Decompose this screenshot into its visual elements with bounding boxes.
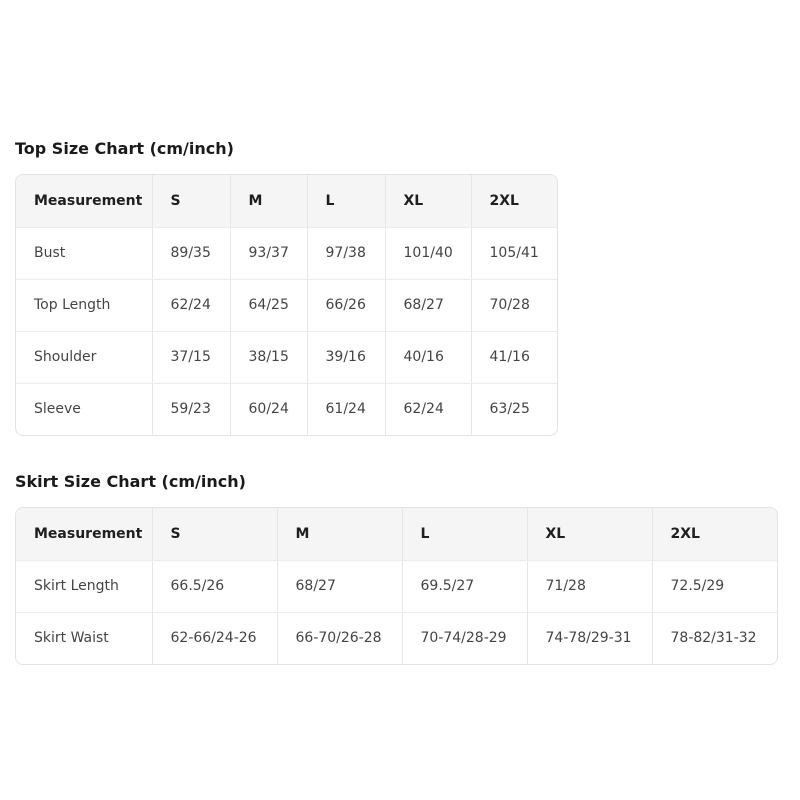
row-label: Skirt Length [16,560,152,612]
table-row [16,612,777,664]
table-row [16,383,557,435]
table-cell: 101/40 [385,227,471,279]
header-cell: XL [385,175,471,227]
row-label: Shoulder [16,331,152,383]
table-cell: 66.5/26 [152,560,277,612]
table-cell: 66-70/26-28 [277,612,402,664]
table-cell: 105/41 [471,227,557,279]
top-size-chart-title: Top Size Chart (cm/inch) [15,139,234,158]
table-cell: 74-78/29-31 [527,612,652,664]
table-cell: 97/38 [307,227,385,279]
table-cell: 69.5/27 [402,560,527,612]
table-cell: 93/37 [230,227,307,279]
row-label: Bust [16,227,152,279]
top-size-table [16,175,557,435]
header-cell: 2XL [471,175,557,227]
row-label: Skirt Waist [16,612,152,664]
table-cell: 72.5/29 [652,560,777,612]
header-cell: Measurement [16,175,152,227]
table-cell: 78-82/31-32 [670,630,757,647]
table-row [16,331,557,383]
table-cell: 61/24 [307,383,385,435]
header-cell: L [402,508,527,560]
header-cell: S [152,175,230,227]
header-cell: 2XL [652,508,777,560]
table-cell: 70/28 [471,279,557,331]
table-cell: 71/28 [527,560,652,612]
table-cell: 64/25 [230,279,307,331]
table-cell: 62/24 [385,383,471,435]
skirt-size-table-container [15,507,778,665]
header-cell: L [307,175,385,227]
header-cell: M [230,175,307,227]
row-label: Sleeve [16,383,152,435]
table-cell: 62/24 [152,279,230,331]
header-cell: S [152,508,277,560]
table-row [16,560,777,612]
table-cell: 68/27 [385,279,471,331]
table-cell: 39/16 [307,331,385,383]
table-cell: 68/27 [277,560,402,612]
table-cell: 89/35 [152,227,230,279]
table-cell: 41/16 [471,331,557,383]
table-cell: 62-66/24-26 [152,612,277,664]
header-cell: M [277,508,402,560]
top-size-table-container [15,174,558,436]
table-cell: 60/24 [230,383,307,435]
skirt-size-table [16,508,777,664]
table-cell: 38/15 [230,331,307,383]
table-row [16,227,557,279]
row-label: Top Length [16,279,152,331]
table-cell: 40/16 [385,331,471,383]
table-cell: 66/26 [307,279,385,331]
table-cell: 70-74/28-29 [402,612,527,664]
table-header-row [16,175,557,227]
header-cell: Measurement [16,508,152,560]
table-row [16,279,557,331]
table-cell: 63/25 [489,401,530,418]
table-cell: 37/15 [152,331,230,383]
table-cell: 59/23 [152,383,230,435]
skirt-size-chart-title: Skirt Size Chart (cm/inch) [15,472,246,491]
header-cell: XL [527,508,652,560]
table-header-row [16,508,777,560]
